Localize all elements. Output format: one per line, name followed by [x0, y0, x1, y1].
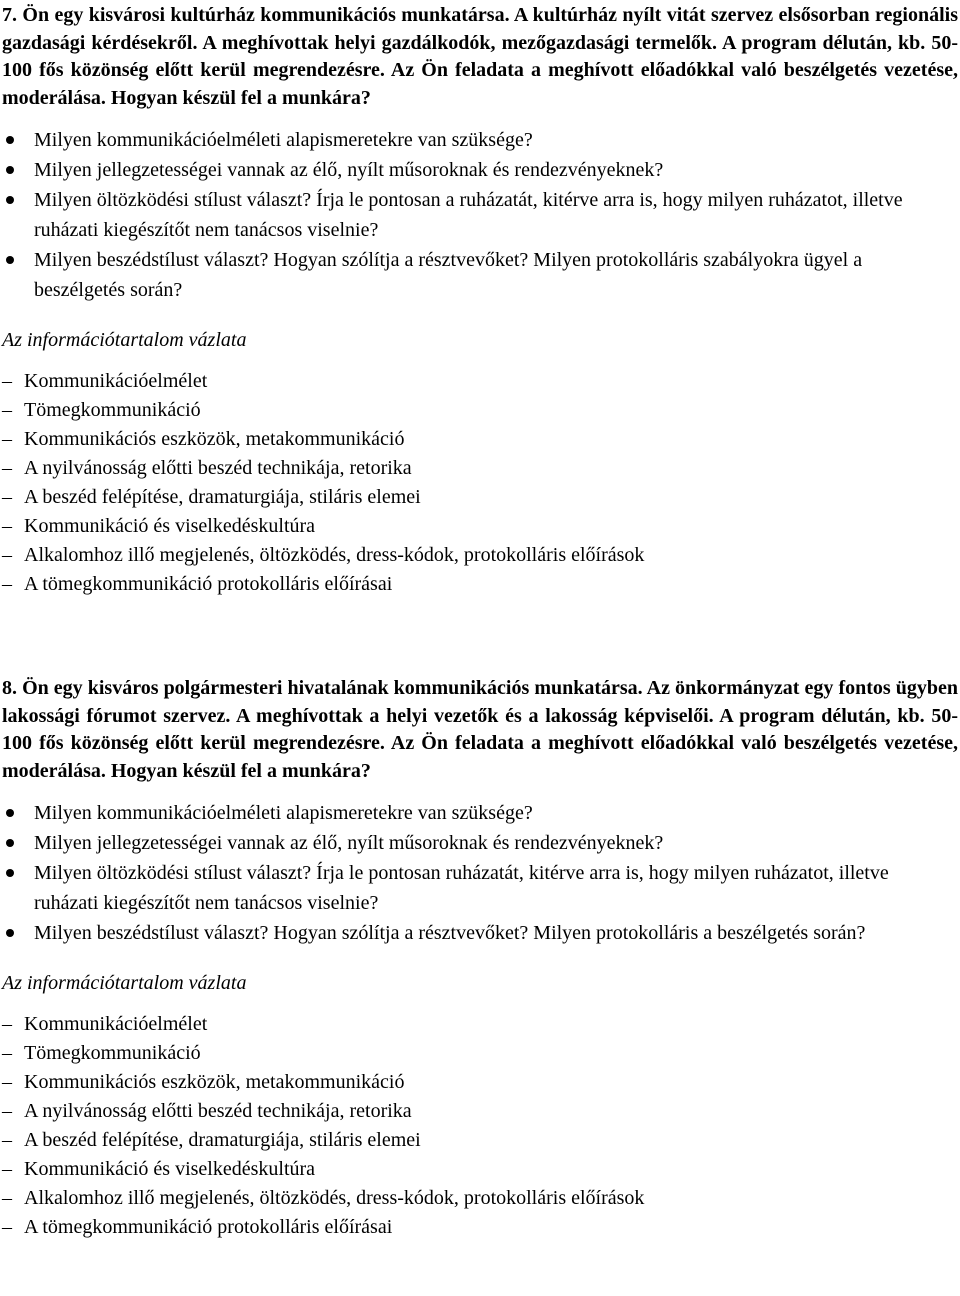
task-number-7: 7. — [2, 4, 17, 26]
question-list-7 — [2, 125, 958, 305]
bullet-icon — [6, 166, 14, 174]
outline-item — [2, 1126, 958, 1155]
outline-item — [2, 1010, 958, 1039]
outline-text: Kommunikációelmélet — [24, 1013, 208, 1035]
outline-text: Tömegkommunikáció — [24, 399, 201, 421]
question-list-8 — [2, 798, 958, 948]
bullet-icon — [6, 839, 14, 847]
outline-heading-7: Az információtartalom vázlata — [2, 329, 247, 351]
task-text-7: Ön egy kisvárosi kultúrház kommunikációs munkatársa. A kultúrház nyílt vitát szervez elsősorban regionális gazdasági kérdésekről. A meghívottak helyi gazdálkodók, mezőgazdasági termelők. A program délután, kb. 50-100 fős közönség előtt kerül megrendezésre. Az Ön feladata a meghívott előadókkal való beszélgetés vezetése, moderálása. Hogyan készül fel a munkára? — [2, 4, 958, 109]
dash-icon: – — [2, 399, 12, 421]
outline-item — [2, 425, 958, 454]
outline-item — [2, 454, 958, 483]
task-section-8 — [2, 675, 958, 1242]
bullet-icon — [6, 256, 14, 264]
outline-text: Kommunikációs eszközök, metakommunikáció — [24, 428, 405, 450]
question-text: Milyen jellegzetességei vannak az élő, nyílt műsoroknak és rendezvényeknek? — [34, 159, 664, 181]
outline-item — [2, 396, 958, 425]
question-text: Milyen beszédstílust választ? Hogyan szólítja a résztvevőket? Milyen protokolláris a beszélgetés során? — [34, 922, 866, 944]
outline-text: Kommunikáció és viselkedéskultúra — [24, 515, 316, 537]
question-item — [2, 125, 958, 155]
task-description-7 — [2, 2, 958, 112]
question-item — [2, 245, 958, 305]
outline-text: A tömegkommunikáció protokolláris előírásai — [24, 1216, 393, 1238]
question-text: Milyen kommunikációelméleti alapismeretekre van szüksége? — [34, 129, 533, 151]
bullet-icon — [6, 809, 14, 817]
dash-icon: – — [2, 1013, 12, 1035]
question-item — [2, 798, 958, 828]
task-description-8 — [2, 675, 958, 785]
outline-heading-8: Az információtartalom vázlata — [2, 972, 247, 994]
outline-item — [2, 1184, 958, 1213]
outline-item — [2, 512, 958, 541]
bullet-icon — [6, 869, 14, 877]
outline-text: Kommunikációelmélet — [24, 370, 208, 392]
outline-text: A nyilvánosság előtti beszéd technikája, retorika — [24, 1100, 412, 1122]
bullet-icon — [6, 929, 14, 937]
question-item — [2, 155, 958, 185]
bullet-icon — [6, 136, 14, 144]
dash-icon: – — [2, 1187, 12, 1209]
task-section-7 — [2, 2, 958, 599]
dash-icon: – — [2, 1129, 12, 1151]
outline-text: Alkalomhoz illő megjelenés, öltözködés, dress-kódok, protokolláris előírások — [24, 1187, 645, 1209]
dash-icon: – — [2, 486, 12, 508]
question-text: Milyen öltözködési stílust választ? Írja le pontosan a ruházatát, kitérve arra is, hogy milyen ruházatot, illetve ruházati kiegészítőt nem tanácsos viselnie? — [34, 189, 903, 241]
outline-text: Kommunikációs eszközök, metakommunikáció — [24, 1071, 405, 1093]
bullet-icon — [6, 196, 14, 204]
question-item — [2, 918, 958, 948]
dash-icon: – — [2, 1100, 12, 1122]
question-item — [2, 185, 958, 245]
outline-text: Kommunikáció és viselkedéskultúra — [24, 1158, 316, 1180]
dash-icon: – — [2, 457, 12, 479]
outline-text: A beszéd felépítése, dramaturgiája, stiláris elemei — [24, 1129, 421, 1151]
outline-item — [2, 483, 958, 512]
outline-item — [2, 1213, 958, 1242]
outline-list-7 — [2, 367, 958, 599]
dash-icon: – — [2, 428, 12, 450]
outline-item — [2, 1097, 958, 1126]
outline-text: A beszéd felépítése, dramaturgiája, stiláris elemei — [24, 486, 421, 508]
dash-icon: – — [2, 1042, 12, 1064]
question-text: Milyen jellegzetességei vannak az élő, nyílt műsoroknak és rendezvényeknek? — [34, 832, 664, 854]
outline-text: A tömegkommunikáció protokolláris előírásai — [24, 573, 393, 595]
task-number-8: 8. — [2, 677, 17, 699]
outline-item — [2, 541, 958, 570]
dash-icon: – — [2, 1158, 12, 1180]
task-text-8: Ön egy kisváros polgármesteri hivatalának kommunikációs munkatársa. Az önkormányzat egy fontos ügyben lakossági fórumot szervez. A meghívottak a helyi vezetők és a lakosság képviselői. A program délután, kb. 50-100 fős közönség előtt kerül megrendezésre. Az Ön feladata a meghívott előadókkal való beszélgetés vezetése, moderálása. Hogyan készül fel a munkára? — [2, 677, 958, 782]
outline-list-8 — [2, 1010, 958, 1242]
outline-item — [2, 367, 958, 396]
outline-text: Alkalomhoz illő megjelenés, öltözködés, dress-kódok, protokolláris előírások — [24, 544, 645, 566]
outline-item — [2, 1068, 958, 1097]
question-item — [2, 828, 958, 858]
dash-icon: – — [2, 573, 12, 595]
outline-text: Tömegkommunikáció — [24, 1042, 201, 1064]
dash-icon: – — [2, 1216, 12, 1238]
outline-item — [2, 1155, 958, 1184]
dash-icon: – — [2, 370, 12, 392]
dash-icon: – — [2, 1071, 12, 1093]
question-text: Milyen kommunikációelméleti alapismeretekre van szüksége? — [34, 802, 533, 824]
question-text: Milyen beszédstílust választ? Hogyan szólítja a résztvevőket? Milyen protokolláris szabályokra ügyel a beszélgetés során? — [34, 249, 863, 301]
question-text: Milyen öltözködési stílust választ? Írja le pontosan ruházatát, kitérve arra is, hogy milyen ruházatot, illetve ruházati kiegészítőt nem tanácsos viselnie? — [34, 862, 889, 914]
dash-icon: – — [2, 515, 12, 537]
outline-item — [2, 570, 958, 599]
outline-item — [2, 1039, 958, 1068]
dash-icon: – — [2, 544, 12, 566]
question-item — [2, 858, 958, 918]
outline-text: A nyilvánosság előtti beszéd technikája, retorika — [24, 457, 412, 479]
